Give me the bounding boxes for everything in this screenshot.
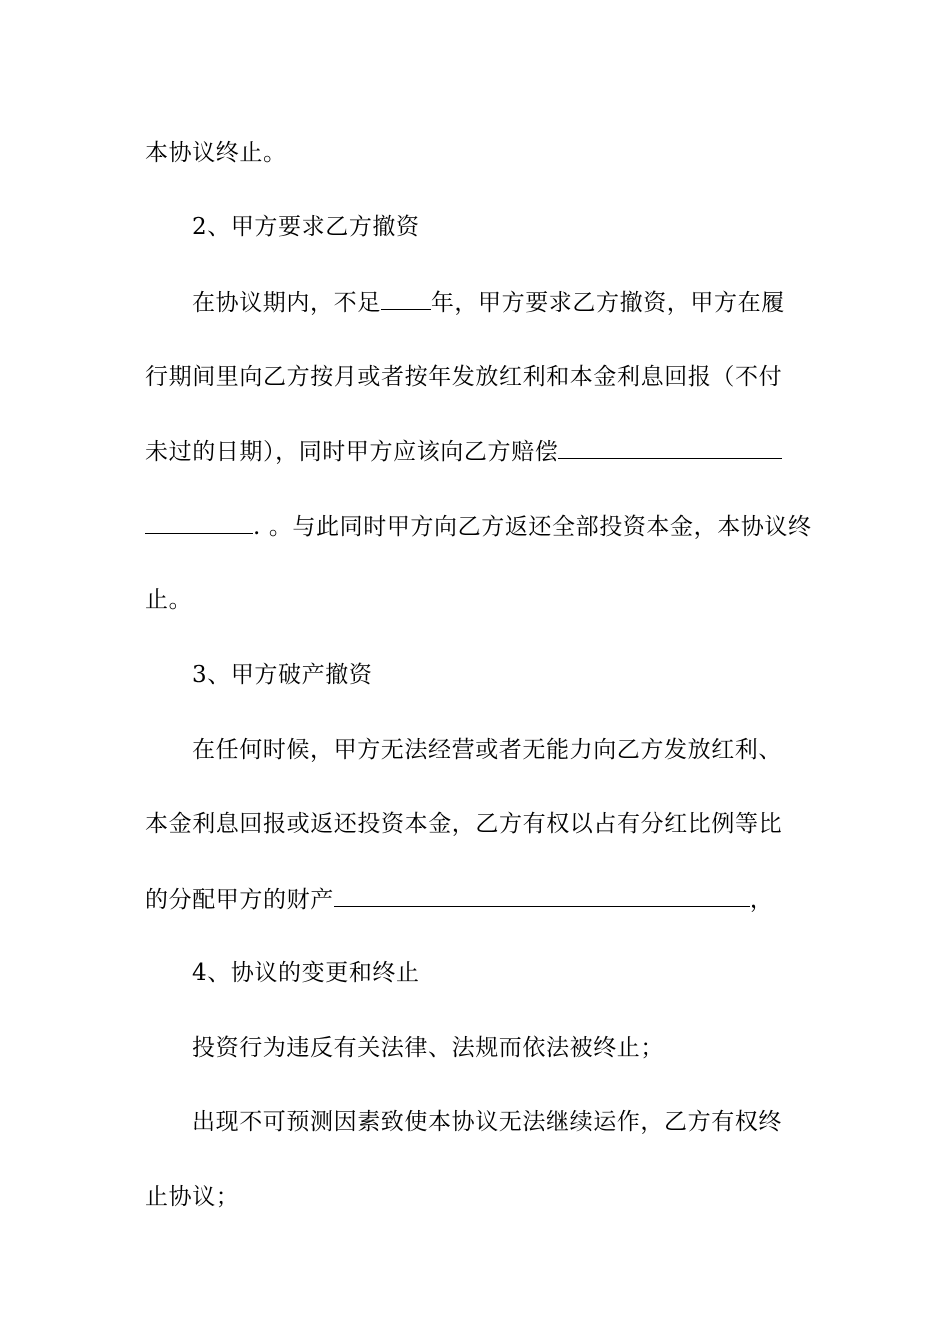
paragraph-line: 在任何时候，甲方无法经营或者无能力向乙方发放红利、: [192, 737, 782, 763]
paragraph-line: 投资行为违反有关法律、法规而依法被终止；: [192, 1035, 664, 1061]
section-heading-3: 3、甲方破产撤资: [192, 662, 373, 688]
section-heading-4: 4、协议的变更和终止: [192, 960, 420, 986]
fill-in-blank: [334, 884, 750, 907]
paragraph-line: 的分配甲方的财产 ，: [145, 884, 815, 915]
fill-in-blank: [558, 436, 782, 459]
paragraph-line: 行期间里向乙方按月或者按年发放红利和本金利息回报（不付: [145, 364, 783, 390]
paragraph-line: 本协议终止。: [145, 140, 287, 166]
paragraph-line: . 。与此同时甲方向乙方返还全部投资本金，本协议终: [145, 511, 815, 542]
paragraph-line: 在协议期内，不足 年，甲方要求乙方撤资，甲方在履: [192, 287, 862, 318]
fill-in-blank: [381, 287, 431, 310]
paragraph-line: 本金利息回报或返还投资本金，乙方有权以占有分红比例等比: [145, 811, 783, 837]
fill-in-blank: [145, 511, 253, 534]
section-heading-2: 2、甲方要求乙方撤资: [192, 214, 420, 240]
paragraph-line: 止协议；: [145, 1184, 240, 1210]
paragraph-line: 未过的日期），同时甲方应该向乙方赔偿: [145, 436, 815, 467]
paragraph-line: 止。: [145, 587, 193, 613]
paragraph-line: 出现不可预测因素致使本协议无法继续运作，乙方有权终: [192, 1109, 782, 1135]
